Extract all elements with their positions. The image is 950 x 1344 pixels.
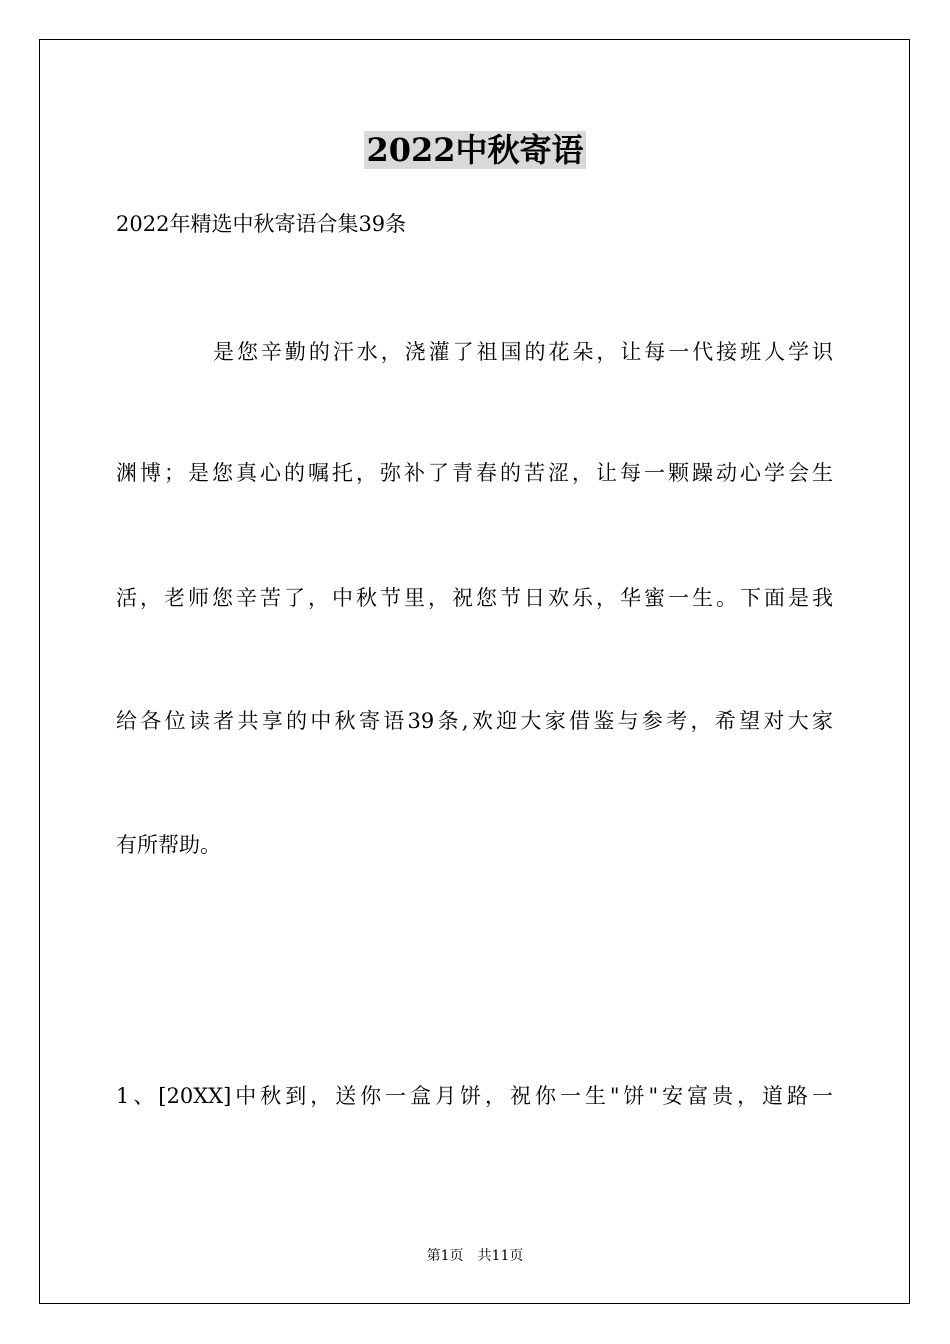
document-subtitle: 2022年精选中秋寄语合集39条 bbox=[116, 212, 407, 236]
item-1-line-1: 1、[20XX]中秋到，送你一盒月饼，祝你一生"饼"安富贵，道路一 bbox=[116, 1084, 833, 1108]
page-footer: 第1页 共11页 bbox=[426, 1248, 524, 1264]
intro-line-2: 渊博；是您真心的嘱托，弥补了青春的苦涩，让每一颗躁动心学会生 bbox=[116, 461, 833, 485]
intro-line-4: 给各位读者共享的中秋寄语39条,欢迎大家借鉴与参考，希望对大家 bbox=[116, 709, 833, 733]
intro-line-3: 活，老师您辛苦了，中秋节里，祝您节日欢乐，华蜜一生。下面是我 bbox=[116, 586, 833, 610]
document-title-text: 2022中秋寄语 bbox=[366, 131, 584, 169]
intro-line-1: 是您辛勤的汗水，浇灌了祖国的花朵，让每一代接班人学识 bbox=[213, 340, 833, 364]
intro-line-5: 有所帮助。 bbox=[116, 833, 221, 857]
document-title bbox=[0, 126, 950, 174]
